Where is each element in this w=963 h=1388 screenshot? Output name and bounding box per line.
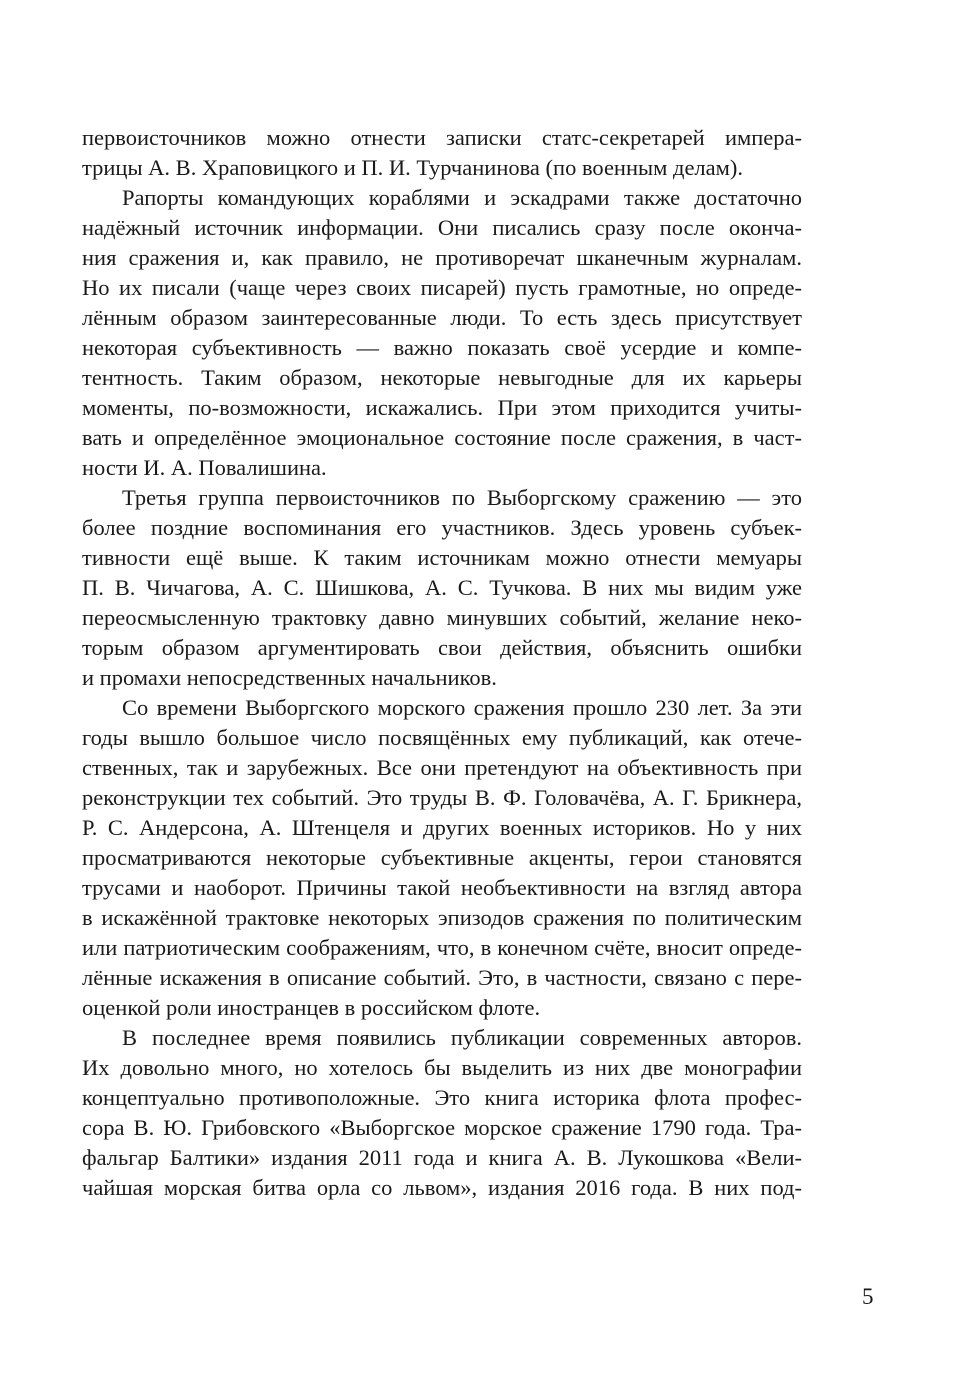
text-line: реконструкции тех событий. Это труды В. Ф. Головачёва, А. Г. Брикнера, xyxy=(82,785,802,810)
page-number: 5 xyxy=(862,1284,874,1309)
text-line: сора В. Ю. Грибовского «Выборгское морское сражение 1790 года. Тра- xyxy=(82,1115,802,1140)
text-line: П. В. Чичагова, А. С. Шишкова, А. С. Тучкова. В них мы видим уже xyxy=(82,575,802,600)
text-line: ности И. А. Повалишина. xyxy=(82,455,327,480)
text-line: трусами и наоборот. Причины такой необъективности на взгляд автора xyxy=(82,875,802,900)
paragraph xyxy=(82,483,802,693)
text-line: тивности ещё выше. К таким источникам можно отнести мемуары xyxy=(82,545,802,570)
paragraph xyxy=(82,183,802,483)
text-line: Со времени Выборгского морского сражения прошло 230 лет. За эти xyxy=(122,695,802,720)
text-line: тентность. Таким образом, некоторые невыгодные для их карьеры xyxy=(82,365,802,390)
text-line: лённые искажения в описание событий. Это, в частности, связано с пере- xyxy=(82,965,802,990)
text-line: годы вышло большое число посвящённых ему публикаций, как отече- xyxy=(82,725,802,750)
text-line: и промахи непосредственных начальников. xyxy=(82,665,497,690)
text-line: трицы А. В. Храповицкого и П. И. Турчанинова (по военным делам). xyxy=(82,155,744,180)
text-line: Но их писали (чаще через своих писарей) пусть грамотные, но опреде- xyxy=(82,275,802,300)
text-line: или патриотическим соображениям, что, в конечном счёте, вносит опреде- xyxy=(82,935,802,960)
paragraph xyxy=(82,1023,802,1203)
text-line: ственных, так и зарубежных. Все они претендуют на объективность при xyxy=(82,755,802,780)
text-line: лённым образом заинтересованные люди. То есть здесь присутствует xyxy=(82,305,802,330)
text-line: более поздние воспоминания его участников. Здесь уровень субъек- xyxy=(82,515,802,540)
paragraph xyxy=(82,693,802,1023)
text-line: Рапорты командующих кораблями и эскадрами также достаточно xyxy=(122,185,802,210)
text-line: первоисточников можно отнести записки статс-секретарей импера- xyxy=(82,125,802,150)
text-line: концептуально противоположные. Это книга историка флота профес- xyxy=(82,1085,802,1110)
text-line: оценкой роли иностранцев в российском флоте. xyxy=(82,995,541,1020)
text-line: фальгар Балтики» издания 2011 года и книга А. В. Лукошкова «Вели- xyxy=(82,1145,802,1170)
body-text xyxy=(82,123,802,1203)
text-line: надёжный источник информации. Они писались сразу после оконча- xyxy=(82,215,802,240)
text-line: ния сражения и, как правило, не противоречат шканечным журналам. xyxy=(82,245,802,270)
text-line: переосмысленную трактовку давно минувших событий, желание неко- xyxy=(82,605,802,630)
text-line: некоторая субъективность — важно показать своё усердие и компе- xyxy=(82,335,802,360)
text-line: вать и определённое эмоциональное состояние после сражения, в част- xyxy=(82,425,802,450)
text-line: Р. С. Андерсона, А. Штенцеля и других военных историков. Но у них xyxy=(82,815,802,840)
text-line: Их довольно много, но хотелось бы выделить из них две монографии xyxy=(82,1055,802,1080)
text-line: торым образом аргументировать свои действия, объяснить ошибки xyxy=(82,635,802,660)
text-line: моменты, по-возможности, искажались. При этом приходится учиты- xyxy=(82,395,802,420)
text-line: просматриваются некоторые субъективные акценты, герои становятся xyxy=(82,845,802,870)
paragraph xyxy=(82,123,802,183)
text-line: В последнее время появились публикации современных авторов. xyxy=(122,1025,802,1050)
text-line: Третья группа первоисточников по Выборгскому сражению — это xyxy=(122,485,802,510)
text-line: в искажённой трактовке некоторых эпизодов сражения по политическим xyxy=(82,905,802,930)
text-line: чайшая морская битва орла со львом», издания 2016 года. В них под- xyxy=(82,1175,802,1200)
